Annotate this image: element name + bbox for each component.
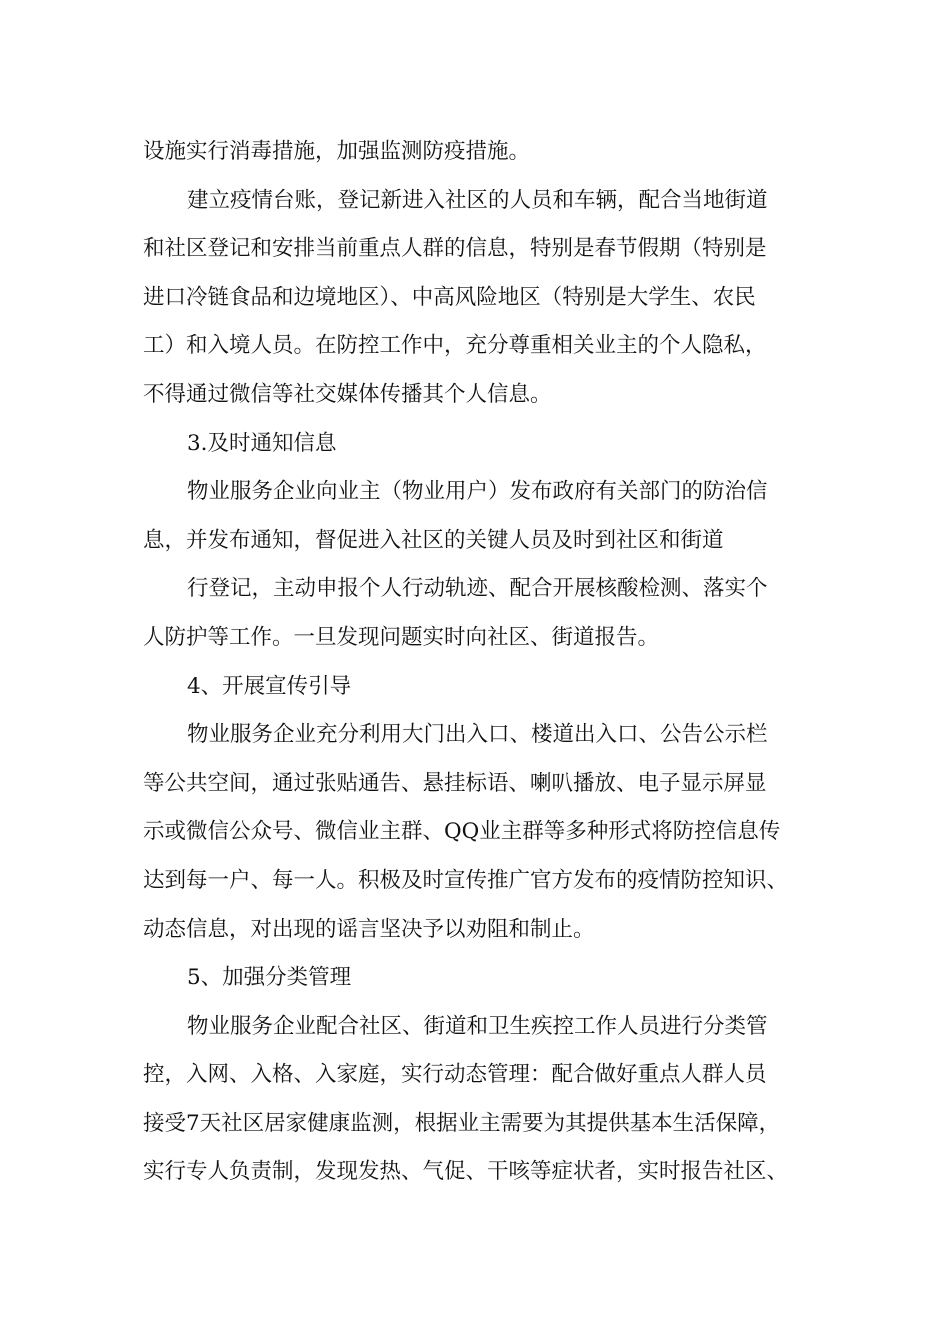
text-line: 建立疫情台账，登记新进入社区的人员和车辆，配合当地街道: [187, 187, 768, 213]
text-line: 人防护等工作。一旦发现问题实时向社区、街道报告。: [143, 624, 660, 650]
text-line: 行登记，主动申报个人行动轨迹、配合开展核酸检测、落实个: [187, 576, 768, 602]
section-heading: 5、加强分类管理: [187, 965, 352, 991]
section-heading: 3.及时通知信息: [187, 430, 337, 456]
text-line: 设施实行消毒措施，加强监测防疫措施。: [143, 139, 531, 164]
text-line: 接受7天社区居家健康监测，根据业主需要为其提供基本生活保障，: [143, 1110, 781, 1136]
text-line: 工）和入境人员。在防控工作中，充分尊重相关业主的个人隐私，: [143, 333, 767, 359]
text-line: 控，入网、入格、入家庭，实行动态管理：配合做好重点人群人员: [143, 1062, 767, 1088]
text-line: 等公共空间，通过张贴通告、悬挂标语、喇叭播放、电子显示屏显: [143, 770, 767, 796]
text-line: 物业服务企业配合社区、街道和卫生疾控工作人员进行分类管: [187, 1013, 768, 1039]
document-body: [143, 128, 827, 1197]
text-line: 进口冷链食品和边境地区）、中高风险地区（特别是大学生、农民: [143, 284, 756, 310]
text-line: 不得通过微信等社交媒体传播其个人信息。: [143, 381, 552, 407]
text-line: 物业服务企业向业主（物业用户）发布政府有关部门的防治信: [187, 479, 768, 505]
text-line: 动态信息，对出现的谣言坚决予以劝阻和制止。: [143, 916, 595, 942]
text-line: 达到每一户、每一人。积极及时宣传推广官方发布的疫情防控知识、: [143, 867, 789, 893]
text-line: 息，并发布通知，督促进入社区的关键人员及时到社区和街道: [143, 527, 724, 553]
text-line: 和社区登记和安排当前重点人群的信息，特别是春节假期（特别是: [143, 236, 767, 262]
text-line: 物业服务企业充分利用大门出入口、楼道出入口、公告公示栏: [187, 722, 768, 748]
section-heading: 4、开展宣传引导: [187, 673, 352, 699]
text-line: 示或微信公众号、微信业主群、QQ业主群等多种形式将防控信息传: [143, 819, 781, 845]
text-line: 实行专人负责制，发现发热、气促、干咳等症状者，实时报告社区、: [143, 1159, 789, 1185]
